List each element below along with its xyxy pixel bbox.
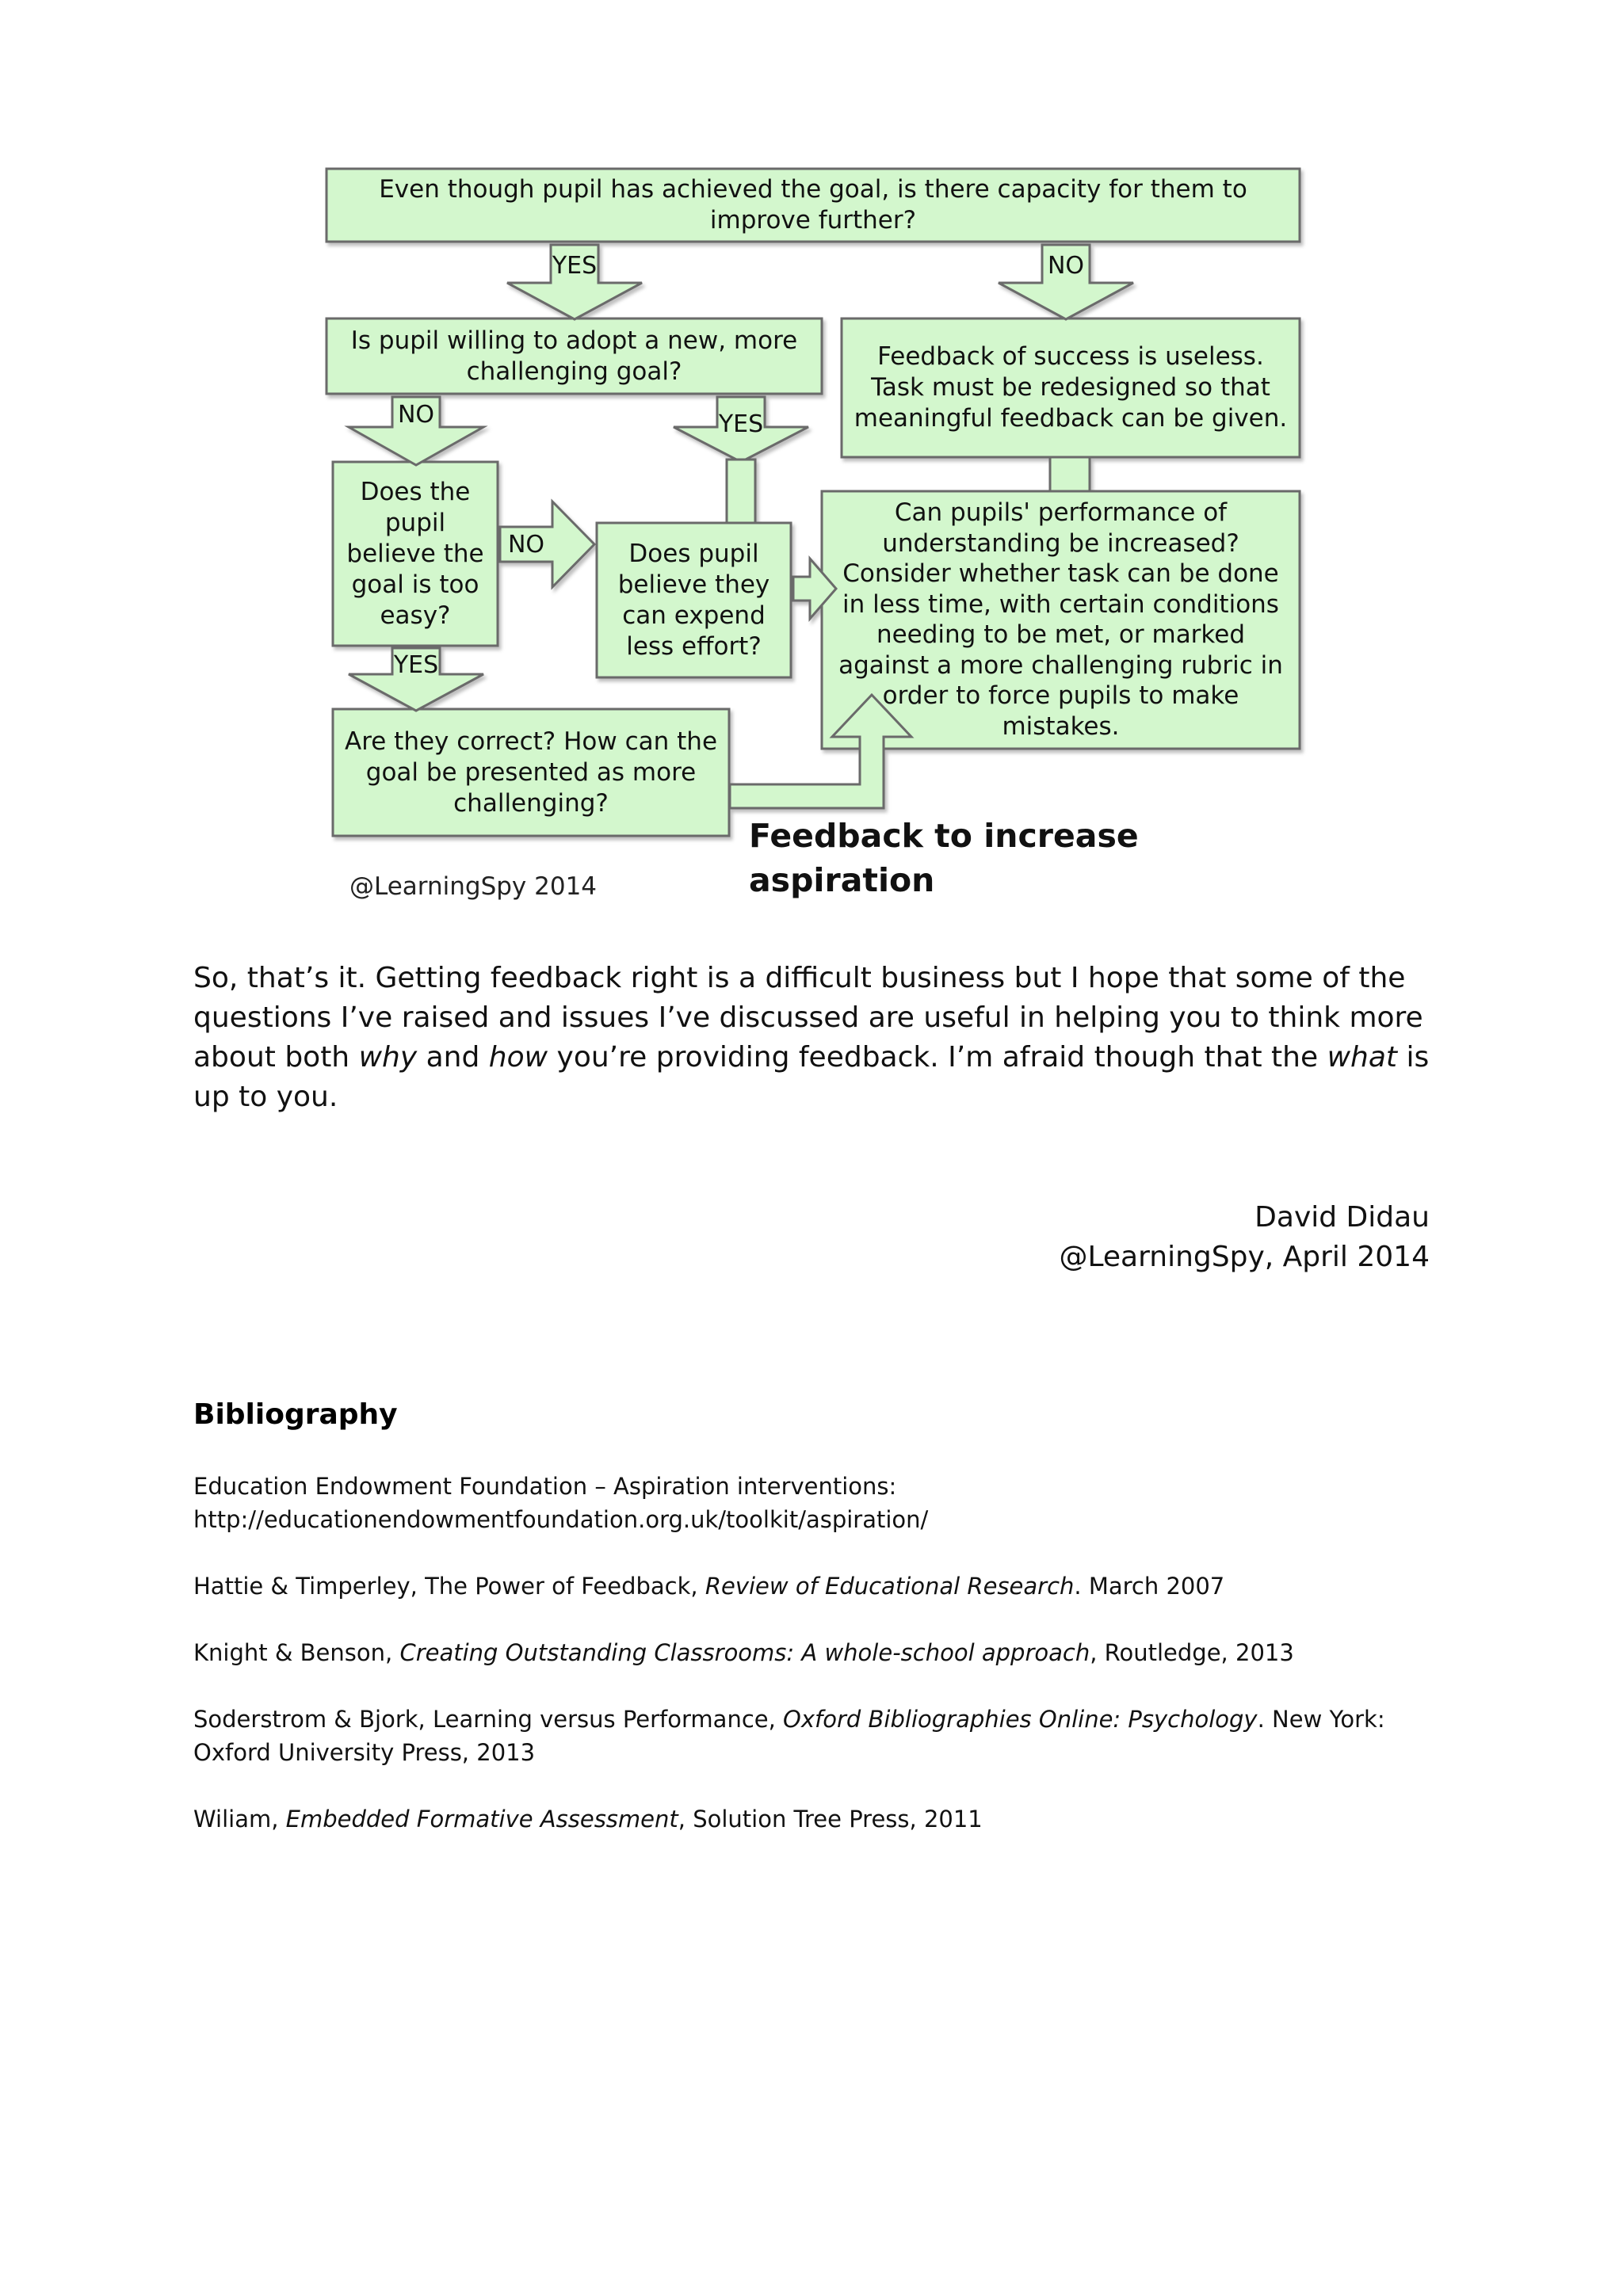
entry-text-post: , Solution Tree Press, 2011	[678, 1806, 983, 1833]
label-yes-easy: YES	[393, 650, 439, 679]
entry-text: Wiliam,	[193, 1806, 286, 1833]
emphasis-what: what	[1327, 1041, 1397, 1074]
entry-text: Education Endowment Foundation – Aspiration interventions:	[193, 1473, 897, 1500]
paragraph-text-2: you’re providing feedback. I’m afraid though that the	[548, 1041, 1327, 1074]
bibliography-entry	[193, 1470, 1445, 1536]
node-correct-question: Are they correct? How can the goal be presented as more challenging?	[344, 727, 718, 818]
flowchart-title: Feedback to increase aspiration	[749, 817, 1139, 899]
bibliography-entry	[193, 1569, 1445, 1603]
node-top-question: Even though pupil has achieved the goal, is there capacity for them to improve further?	[379, 175, 1247, 235]
entry-italic: Creating Outstanding Classrooms: A whole-school approach	[399, 1639, 1090, 1666]
flowchart	[321, 162, 1319, 923]
entry-text: Soderstrom & Bjork, Learning versus Performance,	[193, 1706, 784, 1733]
node-less-effort-question: Does pupil believe they can expend less effort?	[617, 540, 770, 661]
entry-text-post: . New York: Oxford University Press, 2013	[193, 1706, 1385, 1766]
author-name: David Didau	[1254, 1201, 1430, 1234]
label-no-easy: NO	[507, 530, 545, 559]
entry-italic: Embedded Formative Assessment	[285, 1806, 678, 1833]
entry-text: Hattie & Timperley, The Power of Feedback,	[193, 1573, 705, 1600]
entry-text-post: , Routledge, 2013	[1090, 1639, 1294, 1666]
connector-useless	[1050, 457, 1090, 491]
closing-paragraph	[193, 959, 1445, 1117]
label-no-top: NO	[1047, 251, 1085, 280]
signature	[1059, 1198, 1430, 1277]
node-too-easy-question: Does the pupil believe the goal is too easy?	[346, 478, 484, 630]
bibliography-entry	[193, 1703, 1445, 1769]
flowchart-credit: @LearningSpy 2014	[349, 872, 598, 901]
author-handle: @LearningSpy, April 2014	[1059, 1241, 1430, 1273]
bibliography-heading: Bibliography	[193, 1398, 398, 1431]
paragraph-text-and: and	[417, 1041, 489, 1074]
label-yes-willing: YES	[718, 410, 764, 438]
entry-url-link[interactable]: http://educationendowmentfoundation.org.uk/toolkit/aspiration/	[193, 1506, 929, 1533]
node-feedback-useless: Feedback of success is useless. Task must be redesigned so that meaningful feedback can be given.	[854, 342, 1288, 433]
emphasis-how: how	[488, 1041, 548, 1074]
entry-italic: Oxford Bibliographies Online: Psychology	[783, 1706, 1258, 1733]
paragraph-text-1: So, that’s it. Getting feedback right is a difficult business but I hope that some of the questions I’ve raised and issues I’ve discussed are useful in helping you to think more about both	[193, 962, 1423, 1074]
label-no-willing: NO	[397, 400, 435, 429]
node-willing-question: Is pupil willing to adopt a new, more challenging goal?	[350, 326, 798, 386]
node-increase-performance: Can pupils' performance of understanding be increased? Consider whether task can be done in less time, with certain conditions needing to be met, or marked against a more challenging rubric in order to force pupils to make mistakes.	[838, 498, 1283, 741]
bibliography-list	[193, 1470, 1445, 1869]
stem-yes-willing	[727, 460, 755, 523]
entry-text: Knight & Benson,	[193, 1639, 400, 1666]
label-yes-top: YES	[552, 251, 598, 280]
paragraph-text-3: is up to you.	[193, 1041, 1430, 1113]
entry-text-post: . March 2007	[1074, 1573, 1225, 1600]
emphasis-why: why	[358, 1041, 418, 1074]
entry-italic: Review of Educational Research	[705, 1573, 1075, 1600]
bibliography-entry	[193, 1802, 1445, 1836]
bibliography-entry	[193, 1636, 1445, 1669]
